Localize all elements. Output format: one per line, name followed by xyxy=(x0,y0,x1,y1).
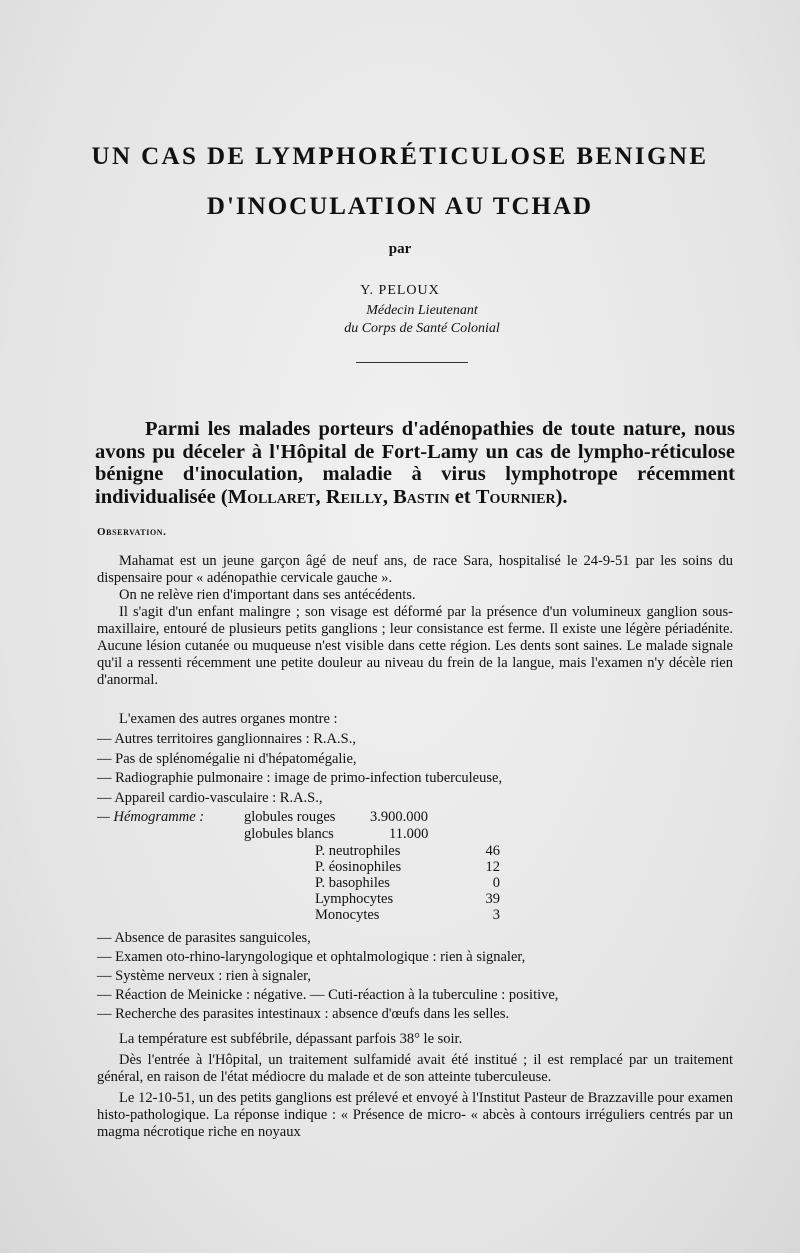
observation-paragraph-2: On ne relève rien d'important dans ses antécédents. xyxy=(119,587,416,603)
tail-paragraph-1: La température est subfébrile, dépassant parfois 38° le soir. xyxy=(119,1031,463,1047)
observation-paragraph-1: Mahamat est un jeune garçon âgé de neuf ans, de race Sara, hospitalisé le 24-9-51 par les soins du dispensaire pour « adénopathie cervicale gauche ». xyxy=(97,553,733,586)
title-line-1: UN CAS DE LYMPHORÉTICULOSE BENIGNE xyxy=(91,143,709,170)
formula-label: P. neutrophiles xyxy=(315,843,401,859)
tail-paragraph-2: Dès l'entrée à l'Hôpital, un traitement sulfamidé avait été institué ; il est remplacé par un traitement général, en raison de l'état médiocre du malade et de son atteinte tuberculeuse. xyxy=(97,1052,733,1085)
exam-item-1: — Autres territoires ganglionnaires : R.A.S., xyxy=(97,731,356,747)
lead-end: ). xyxy=(555,485,568,508)
tail-paragraph-3: Le 12-10-51, un des petits ganglions est prélevé et envoyé à l'Institut Pasteur de Brazzaville pour examen histo-pathologique. La réponse indique : « Présence de micro- « abcès à contours irréguliers centrés par un magma nécrotique riche en noyaux xyxy=(97,1090,733,1140)
hemogram-wbc-label: globules blancs xyxy=(244,826,334,842)
exam-item-5: — Absence de parasites sanguicoles, xyxy=(97,930,311,946)
author-affiliation-1: Médecin Lieutenant xyxy=(366,303,478,318)
author-affiliation-2: du Corps de Santé Colonial xyxy=(344,321,500,336)
lead-paragraph xyxy=(95,418,735,508)
observation-body xyxy=(97,553,733,689)
exam-item-7: — Système nerveux : rien à signaler, xyxy=(97,968,312,984)
exam-item-3: — Radiographie pulmonaire : image de primo-infection tuberculeuse, xyxy=(97,770,503,786)
formula-value: 46 xyxy=(485,843,500,859)
observation-paragraph-4: L'examen des autres organes montre : xyxy=(119,711,338,727)
formula-value: 3 xyxy=(492,907,500,923)
lead-last-author: Tournier xyxy=(475,485,556,508)
formula-value: 39 xyxy=(485,891,500,907)
lead-authors: Mollaret, Reilly, Bastin xyxy=(227,485,450,508)
lead-text: Parmi les malades porteurs d'adénopathies de toute nature, nous avons pu déceler à l'Hôpital de Fort-Lamy un cas de lympho-réticulose bénigne d'inoculation, maladie à virus lymphotrope récemment individualisée ( xyxy=(95,418,735,508)
formula-label: Monocytes xyxy=(315,907,380,923)
exam-item-2: — Pas de splénomégalie ni d'hépatomégalie, xyxy=(97,751,357,767)
byline-par: par xyxy=(388,241,412,257)
formula-label: Lymphocytes xyxy=(315,891,394,907)
formula-value: 12 xyxy=(485,859,500,875)
hemogram-rbc-label: globules rouges xyxy=(244,809,336,825)
hemogram-rbc-value: 3.900.000 xyxy=(370,809,428,825)
observation-paragraph-3: Il s'agit d'un enfant malingre ; son visage est déformé par la présence d'un volumineux ganglion sous-maxillaire, entouré de plusieurs petits ganglions ; leur consistance est ferme. Il existe une légère périadénite. Aucune lésion cutanée ou muqueuse n'est visible dans cette région. Les dents sont saines. Le malade signale qu'il a ressenti récemment une petite douleur au niveau du frein de la langue, mais l'examen n'y décèle rien d'anormal. xyxy=(97,604,733,688)
title-line-2: D'INOCULATION AU TCHAD xyxy=(206,193,594,220)
exam-item-9: — Recherche des parasites intestinaux : absence d'œufs dans les selles. xyxy=(97,1006,510,1022)
hemogram-label: — Hémogramme : xyxy=(97,809,205,825)
exam-item-8: — Réaction de Meinicke : négative. — Cuti-réaction à la tuberculine : positive, xyxy=(97,987,559,1003)
exam-item-6: — Examen oto-rhino-laryngologique et ophtalmologique : rien à signaler, xyxy=(97,949,526,965)
separator-rule xyxy=(356,362,468,363)
hemogram-wbc-value: 11.000 xyxy=(389,826,429,842)
exam-item-4: — Appareil cardio-vasculaire : R.A.S., xyxy=(97,790,323,806)
lead-et: et xyxy=(449,485,476,508)
author-name: Y. PELOUX xyxy=(360,283,440,298)
section-heading: Observation. xyxy=(97,526,167,538)
tail-body xyxy=(97,1031,733,1141)
formula-value: 0 xyxy=(492,875,500,891)
formula-label: P. basophiles xyxy=(315,875,390,891)
formula-label: P. éosinophiles xyxy=(315,859,402,875)
exam-intro xyxy=(97,711,733,728)
